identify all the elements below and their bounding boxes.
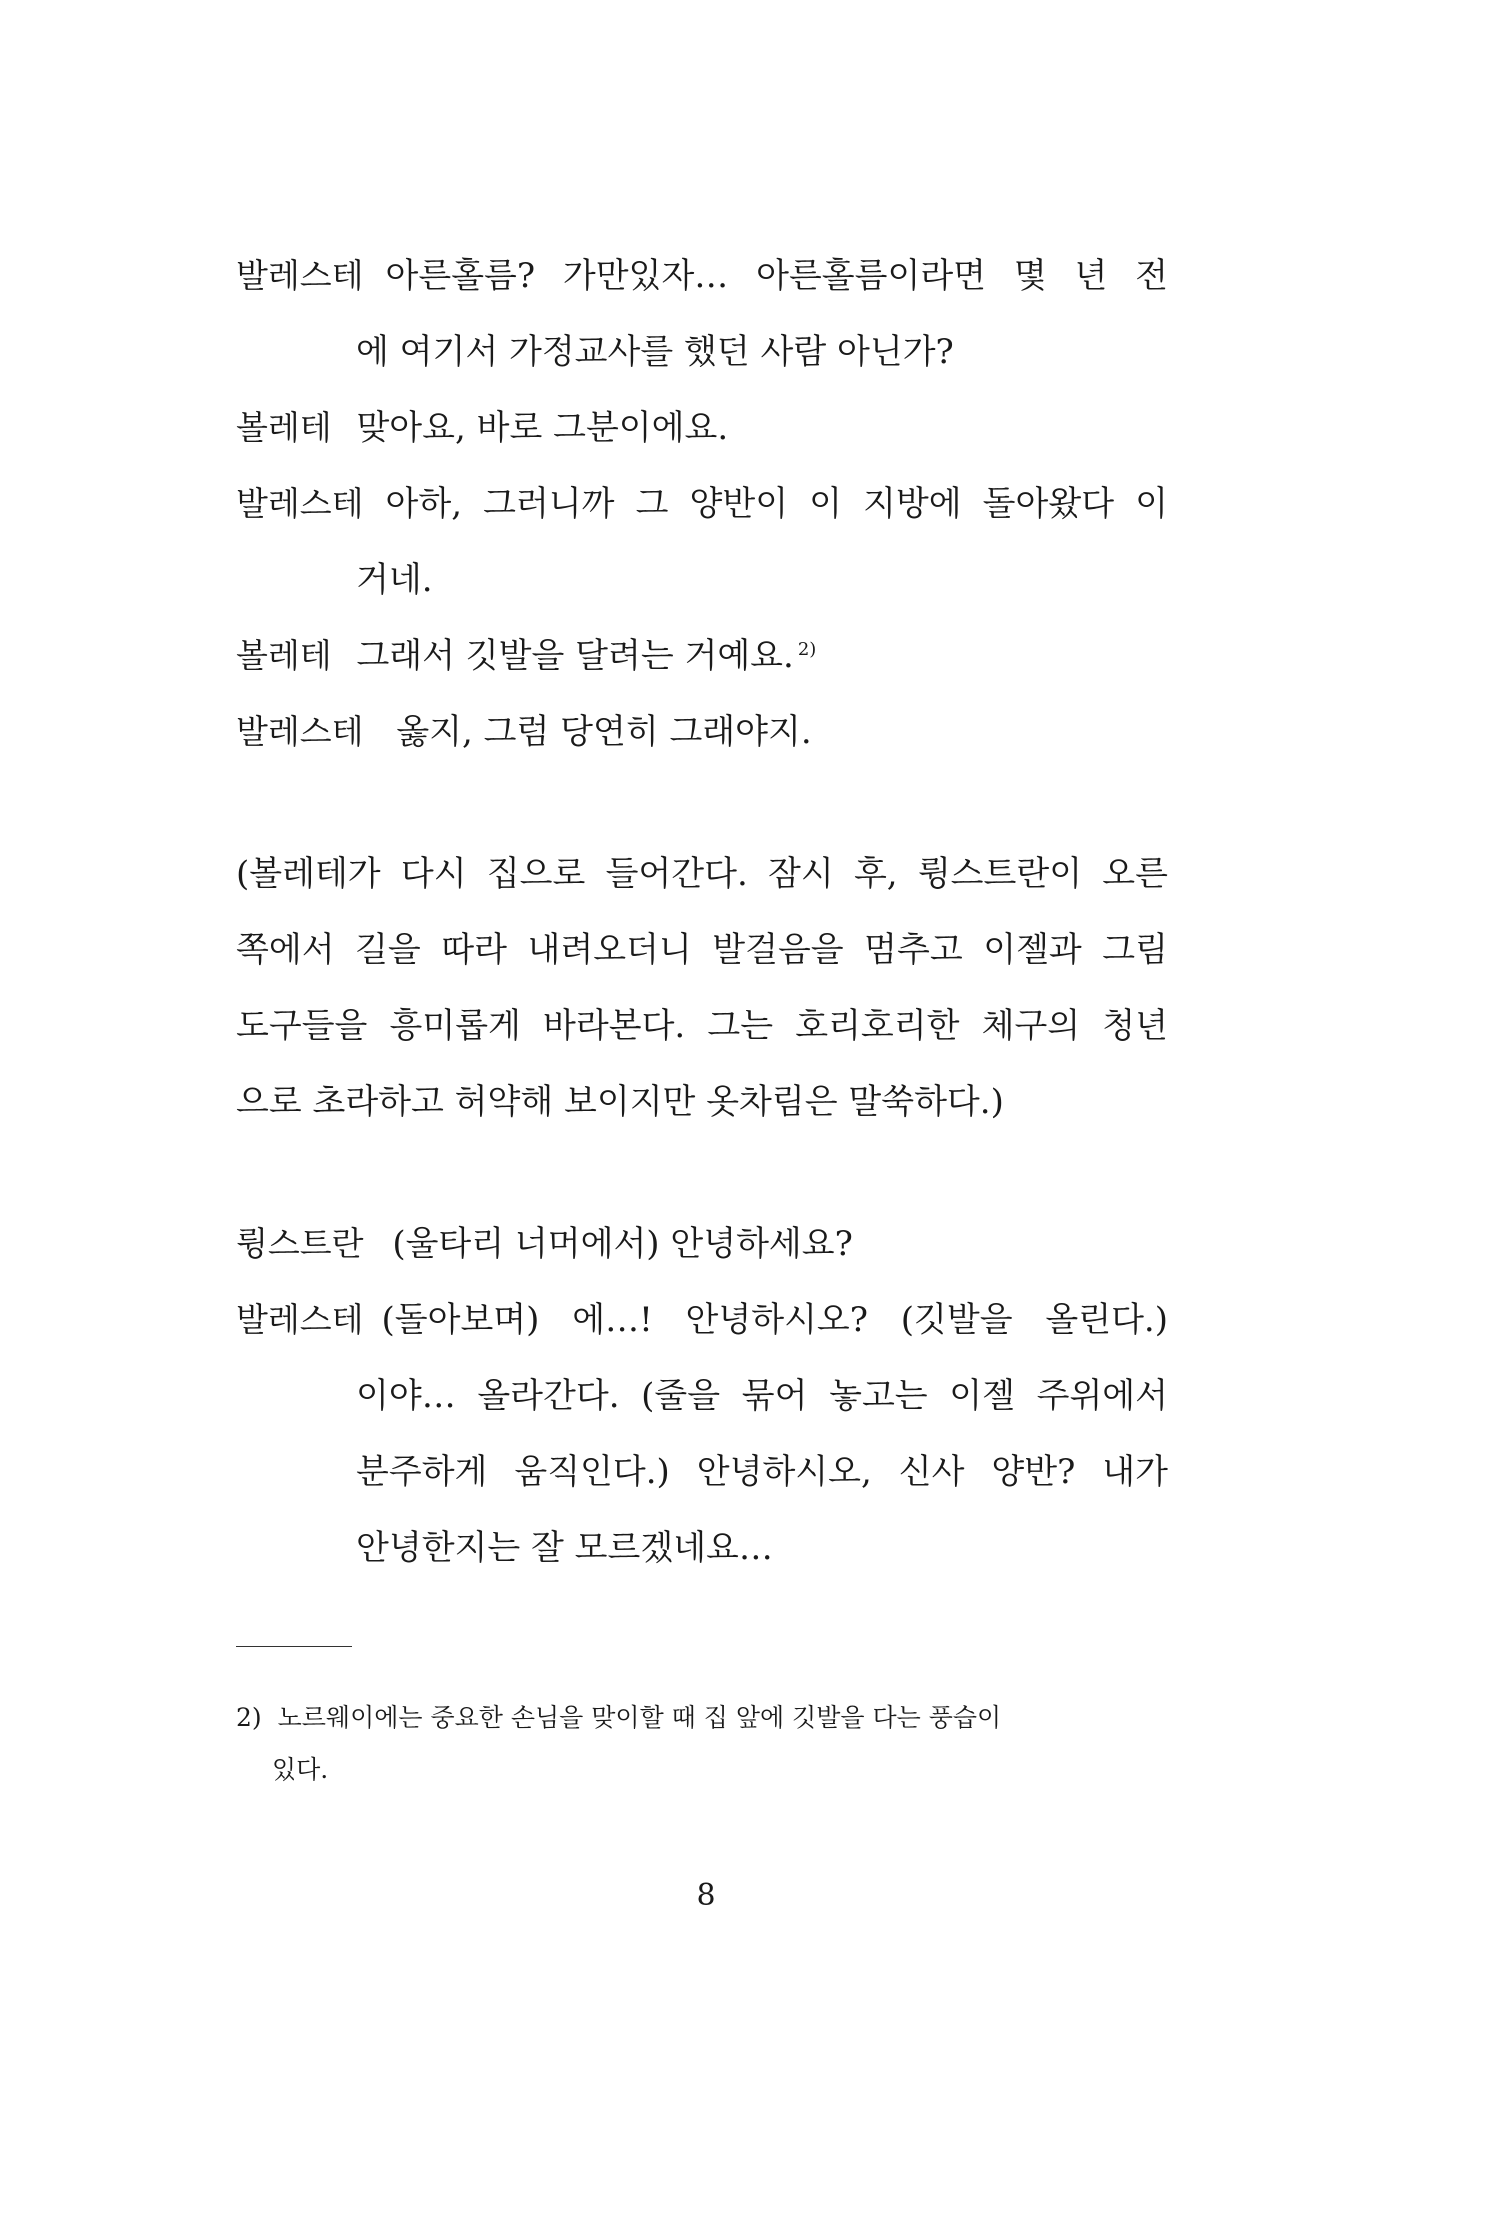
stage-direction-line [236,1002,1168,1050]
dialogue-line [236,252,1168,300]
footnote-reference: 2) [797,638,817,660]
dialogue-line [236,480,1168,528]
footnote-text: 노르웨이에는 중요한 손님을 맞이할 때 집 앞에 깃발을 다는 풍습이 [277,1703,1002,1732]
dialogue-text: 아른홀름? 가만있자… 아른홀름이라면 몇 년 전 [385,256,1168,296]
footnote-marker: 2) [236,1703,262,1732]
speaker-name: 볼레테 [236,636,332,675]
dialogue-text: (울타리 너머에서) 안녕하세요? [392,1224,853,1264]
footnote-line [236,1700,1168,1736]
dialogue-line [236,1220,1168,1268]
footnote-divider [236,1646,352,1647]
dialogue-text: 이야… 올라간다. (줄을 묶어 놓고는 이젤 주위에서 [356,1376,1168,1416]
speaker-name: 발레스테 [236,484,364,523]
dialogue-text: 분주하게 움직인다.) 안녕하시오, 신사 양반? 내가 [356,1452,1168,1492]
dialogue-continuation [356,1448,1168,1496]
stage-direction-line [236,1078,1168,1126]
stage-direction-text: 쪽에서 길을 따라 내려오더니 발걸음을 멈추고 이젤과 그림 [236,930,1168,970]
speaker-name: 발레스테 [236,1300,364,1339]
stage-direction-text: 으로 초라하고 허약해 보이지만 옷차림은 말쑥하다.) [236,1082,1004,1122]
dialogue-line [236,1296,1168,1344]
dialogue-continuation [356,328,1168,376]
dialogue-continuation [356,1524,1168,1572]
dialogue-text: (돌아보며) 에…! 안녕하시오? (깃발을 올린다.) [381,1300,1168,1340]
dialogue-text: 거네. [356,560,433,600]
page-number: 8 [696,1878,716,1913]
speaker-name: 발레스테 [236,712,364,751]
stage-direction-line [236,926,1168,974]
footnote-line [272,1752,328,1788]
speaker-name: 륑스트란 [236,1224,364,1263]
dialogue-line [236,404,1168,452]
speaker-name: 볼레테 [236,408,332,447]
dialogue-continuation [356,556,1168,604]
stage-direction-text: 도구들을 흥미롭게 바라본다. 그는 호리호리한 체구의 청년 [236,1006,1168,1046]
dialogue-text: 옳지, 그럼 당연히 그래야지. [396,712,812,752]
dialogue-text: 그래서 깃발을 달려는 거예요. [356,636,794,676]
dialogue-text: 아하, 그러니까 그 양반이 이 지방에 돌아왔다 이 [385,484,1168,524]
dialogue-text: 에 여기서 가정교사를 했던 사람 아닌가? [356,332,954,372]
dialogue-line [236,708,1168,756]
stage-direction-text: (볼레테가 다시 집으로 들어간다. 잠시 후, 륑스트란이 오른 [236,854,1168,894]
dialogue-line [236,632,1168,680]
dialogue-text: 맞아요, 바로 그분이에요. [356,408,729,448]
dialogue-continuation [356,1372,1168,1420]
stage-direction-line [236,850,1168,898]
dialogue-text: 안녕한지는 잘 모르겠네요… [356,1528,773,1568]
speaker-name: 발레스테 [236,256,364,295]
footnote-text: 있다. [272,1755,329,1784]
